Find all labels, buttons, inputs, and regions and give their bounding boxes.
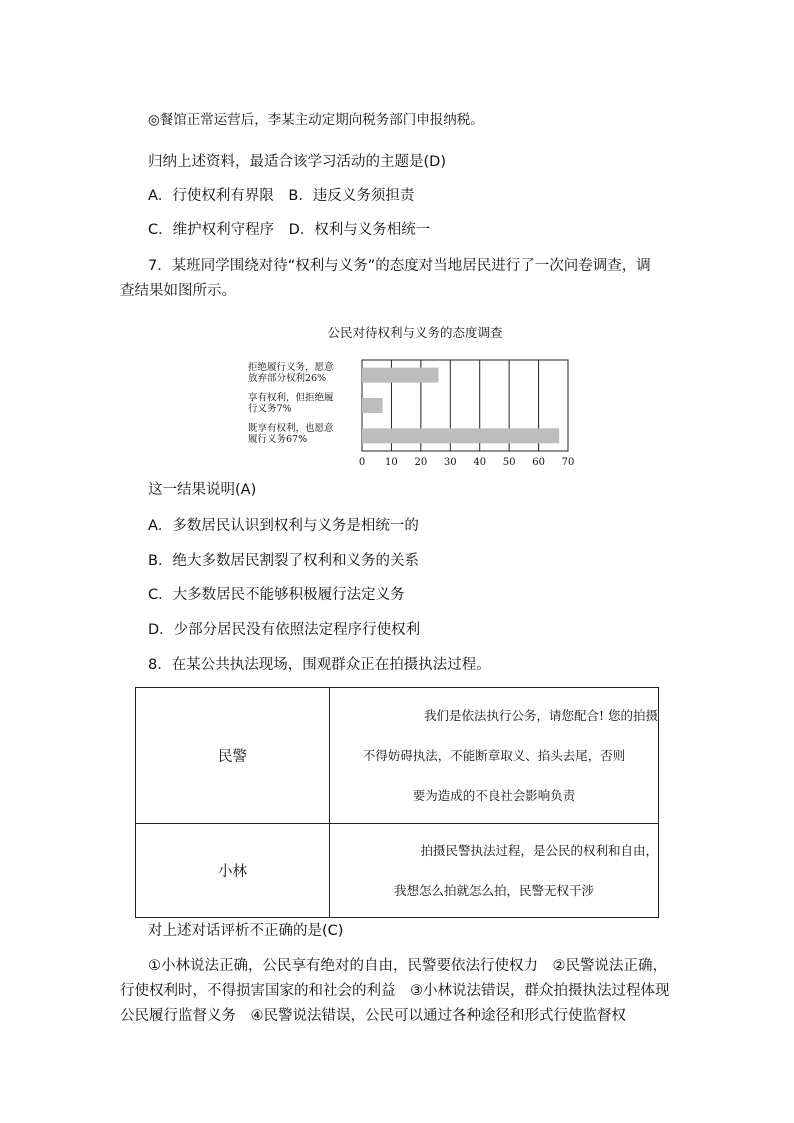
dialog-row-police [136, 688, 659, 824]
chart-x-tick-label: 50 [502, 457, 516, 468]
survey-bar-chart [240, 318, 590, 468]
xiaolin-statement [330, 824, 659, 918]
chart-x-tick-label: 10 [385, 457, 398, 468]
q6-options-row1: A．行使权利有界限 B．违反义务须担责 [148, 188, 415, 204]
q8-statements-line3: 公民履行监督义务 ④民警说法错误，公民可以通过各种途径和形式行使监督权 [120, 1008, 626, 1024]
chart-bar [362, 368, 439, 383]
q6-options-row2: C．维护权利守程序 D．权利与义务相统一 [148, 222, 431, 238]
chart-x-tick-label: 30 [443, 457, 457, 468]
chart-x-tick-label: 40 [473, 457, 487, 468]
police-statement-line: 要为造成的不良社会影响负责 [412, 787, 576, 803]
q7-stem-line2: 查结果如图所示。 [120, 283, 236, 299]
police-statement [330, 688, 659, 824]
q7-result: 这一结果说明(A) [148, 482, 257, 498]
q8-statements-line1: ①小林说法正确，公民享有绝对的自由，民警要依法行使权力 ②民警说法正确， [148, 958, 667, 974]
q7-option-b: B．绝大多数居民割裂了权利和义务的关系 [148, 553, 419, 569]
speaker-xiaolin: 小林 [136, 824, 330, 918]
speaker-police: 民警 [136, 688, 330, 824]
chart-x-tick-label: 60 [532, 457, 545, 468]
police-statement-line: 不得妨碍执法，不能断章取义、掐头去尾，否则 [362, 747, 626, 763]
chart-x-tick-label: 20 [414, 457, 428, 468]
q7-option-a: A．多数居民认识到权利与义务是相统一的 [148, 518, 419, 534]
chart-category-label: 拒绝履行义务，愿意 [248, 362, 334, 374]
q8-question: 对上述对话评析不正确的是(C) [148, 923, 344, 939]
q7-option-d: D．少部分居民没有依照法定程序行使权利 [148, 622, 421, 638]
top-note: ◎餐馆正常运营后，李某主动定期向税务部门申报纳税。 [148, 112, 484, 128]
q7-stem-line1: 7．某班同学围绕对待“权利与义务”的态度对当地居民进行了一次问卷调查，调 [148, 258, 651, 274]
chart-x-tick-label: 70 [561, 457, 575, 468]
chart-category-label: 行义务7% [248, 403, 292, 415]
q7-option-c: C．大多数居民不能够积极履行法定义务 [148, 587, 405, 603]
chart-x-tick-label: 0 [358, 457, 366, 468]
q8-stem: 8．在某公共执法现场，围观群众正在拍摄执法过程。 [148, 657, 491, 673]
xiaolin-statement-line: 我想怎么拍就怎么拍，民警无权干涉 [393, 882, 594, 898]
chart-bar [362, 428, 559, 443]
chart-category-label: 既享有权利，也愿意 [248, 422, 334, 434]
police-statement-line: 我们是依法执行公务，请您配合! 您的拍摄 [424, 707, 658, 723]
chart-title: 公民对待权利与义务的态度调查 [327, 325, 503, 340]
xiaolin-statement-line: 拍摄民警执法过程，是公民的权利和自由， [420, 842, 658, 858]
chart-category-label: 享有权利，但拒绝履 [248, 392, 334, 404]
chart-category-label: 履行义务67% [248, 433, 308, 445]
q6-stem: 归纳上述资料，最适合该学习活动的主题是(D) [148, 154, 446, 170]
chart-category-label: 放弃部分权利26% [248, 373, 327, 385]
dialog-row-xiaolin [136, 824, 659, 918]
chart-bar [362, 398, 383, 413]
dialog-table [135, 687, 659, 918]
q8-statements-line2: 行使权利时，不得损害国家的和社会的利益 ③小林说法错误，群众拍摄执法过程体现 [120, 983, 670, 999]
